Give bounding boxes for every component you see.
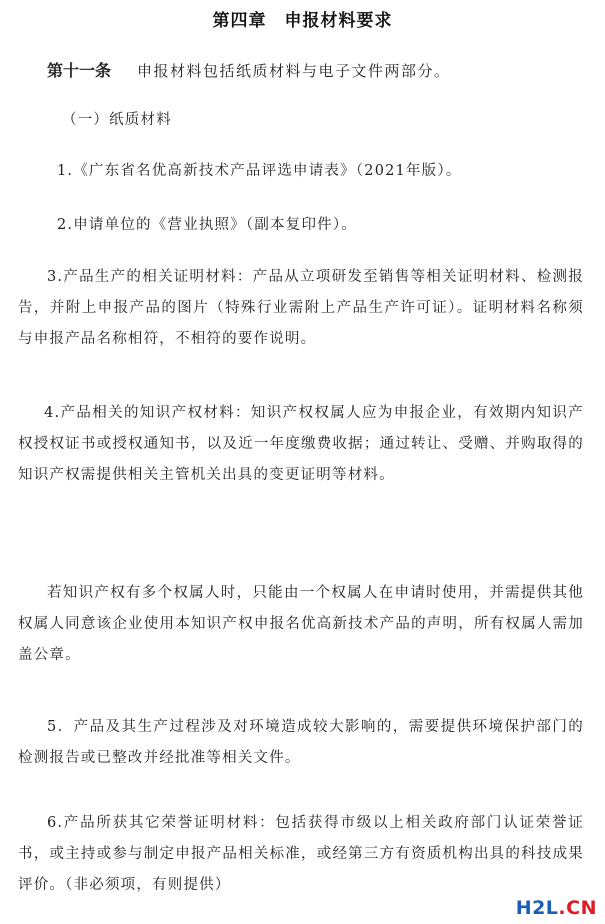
article-text: 申报材料包括纸质材料与电子文件两部分。: [137, 62, 451, 80]
item-3: 3.产品生产的相关证明材料：产品从立项研发至销售等相关证明材料、检测报告，并附上申报产品的图片（特殊行业需附上产品生产许可证）。证明材料名称须与申报产品名称相符，不相符的要作说明。: [18, 269, 584, 347]
site-watermark-logo: [516, 899, 597, 918]
item-4: 4.产品相关的知识产权材料：知识产权权属人应为申报企业，有效期内知识产权授权证书或授权通知书，以及近一年度缴费收据；通过转让、受赠、并购取得的知识产权需提供相关主管机关出具的变更证明等材料。: [18, 405, 584, 483]
item-4-note: 若知识产权有多个权属人时，只能由一个权属人在申请时使用，并需提供其他权属人同意该企业使用本知识产权申报名优高新技术产品的声明，所有权属人需加盖公章。: [18, 585, 584, 663]
item-2: 2.申请单位的《营业执照》（副本复印件）。: [57, 217, 358, 233]
article-eleven: [47, 58, 451, 81]
chapter-title: 第四章 申报材料要求: [212, 11, 393, 31]
watermark-cn: CN: [566, 897, 597, 919]
item-6: 6.产品所获其它荣誉证明材料：包括获得市级以上相关政府部门认证荣誉证书，或主持或参与制定申报产品相关标准，或经第三方有资质机构出具的科技成果评价。（非必须项，有则提供）: [18, 815, 584, 893]
section-heading-paper: （一）纸质材料: [62, 112, 172, 128]
item-5: 5．产品及其生产过程涉及对环境造成较大影响的，需要提供环境保护部门的检测报告或已整改并经批准等相关文件。: [18, 719, 584, 766]
watermark-dot: .: [558, 897, 567, 919]
watermark-h2l: H2L: [515, 897, 559, 919]
item-1: 1.《广东省名优高新技术产品评选申请表》（2021年版）。: [57, 163, 462, 179]
article-heading: 第十一条: [47, 61, 112, 80]
